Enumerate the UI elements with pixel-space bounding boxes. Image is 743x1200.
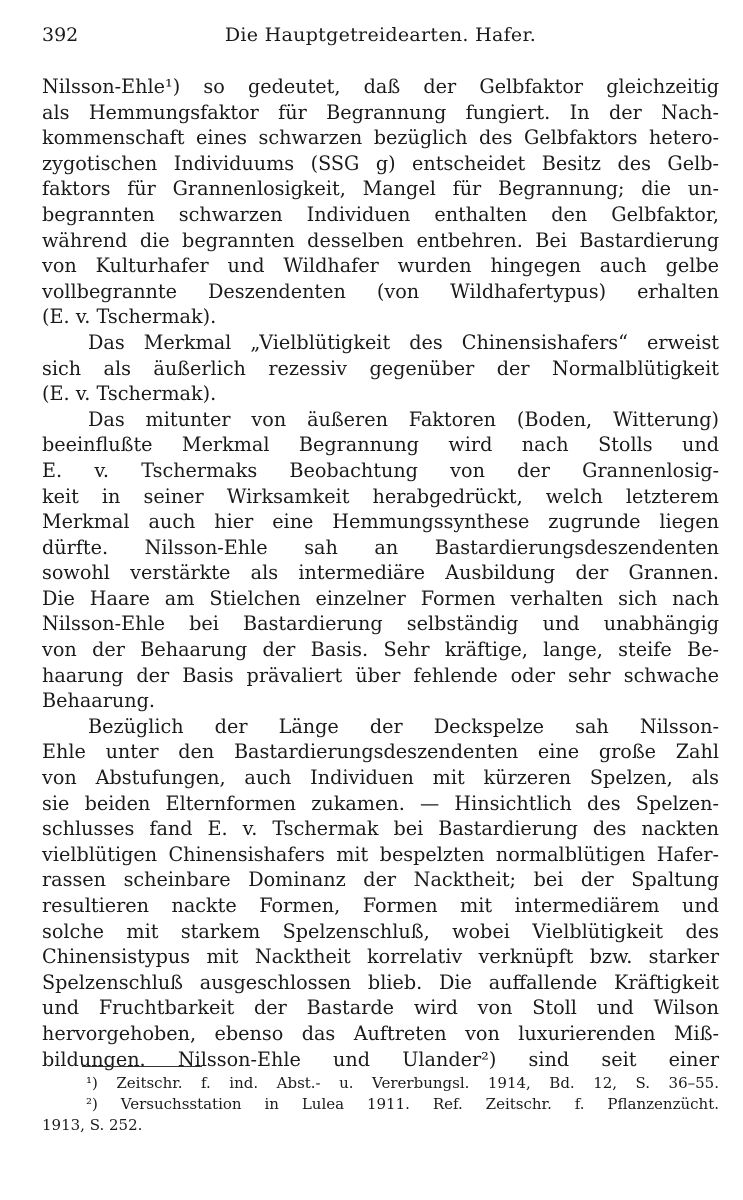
- text-line: als Hemmungsfaktor für Begrannung fungiert. In der Nach-: [42, 100, 719, 124]
- text-line: Das Merkmal „Vielblütigkeit des Chinensishafers“ erweist: [88, 330, 719, 354]
- text-line: sie beiden Elternformen zukamen. — Hinsichtlich des Spelzen-: [42, 791, 719, 815]
- text-line: keit in seiner Wirksamkeit herabgedrückt, welch letzterem: [42, 484, 719, 508]
- text-line: E. v. Tschermaks Beobachtung von der Grannenlosig-: [42, 458, 719, 482]
- text-line: Das mitunter von äußeren Faktoren (Boden, Witterung): [88, 407, 719, 431]
- text-line: Nilsson-Ehle bei Bastardierung selbständig und unabhängig: [42, 612, 719, 636]
- text-line: und Fruchtbarkeit der Bastarde wird von Stoll und Wilson: [42, 996, 719, 1020]
- text-line: beeinflußte Merkmal Begrannung wird nach Stolls und: [42, 433, 719, 457]
- body-text: [42, 74, 719, 1072]
- text-line: sowohl verstärkte als intermediäre Ausbildung der Grannen.: [42, 561, 719, 585]
- footnote: 1913, S. 252.: [42, 1116, 143, 1134]
- text-line: Merkmal auch hier eine Hemmungssynthese zugrunde liegen: [42, 510, 719, 534]
- text-line: begrannten schwarzen Individuen enthalten den Gelbfaktor,: [42, 202, 719, 226]
- page-header: [42, 24, 719, 52]
- text-line: Behaarung.: [42, 689, 155, 713]
- running-head: Die Hauptgetreidearten. Hafer.: [224, 24, 537, 46]
- text-line: von Abstufungen, auch Individuen mit kürzeren Spelzen, als: [42, 766, 719, 790]
- text-line: von der Behaarung der Basis. Sehr kräftige, lange, steife Be-: [42, 638, 719, 662]
- text-line: Nilsson-Ehle¹) so gedeutet, daß der Gelbfaktor gleichzeitig: [42, 75, 719, 98]
- text-line: Bezüglich der Länge der Deckspelze sah Nilsson-: [88, 714, 719, 738]
- text-line: Die Haare am Stielchen einzelner Formen verhalten sich nach: [42, 586, 719, 610]
- footnotes: [42, 1066, 719, 1136]
- text-line: sich als äußerlich rezessiv gegenüber der Normalblütigkeit: [42, 356, 719, 380]
- text-line: resultieren nackte Formen, Formen mit intermediärem und: [42, 894, 719, 917]
- text-line: solche mit starkem Spelzenschluß, wobei Vielblütigkeit des: [42, 919, 719, 943]
- text-line: Chinensistypus mit Nacktheit korrelativ verknüpft bzw. starker: [42, 945, 719, 969]
- text-line: von Kulturhafer und Wildhafer wurden hingegen auch gelbe: [42, 254, 719, 278]
- text-line: dürfte. Nilsson-Ehle sah an Bastardierungsdeszendenten: [42, 535, 719, 559]
- text-line: haarung der Basis prävaliert über fehlende oder sehr schwache: [42, 663, 719, 687]
- footnote: ²) Versuchsstation in Lulea 1911. Ref. Zeitschr. f. Pflanzenzücht.: [86, 1095, 719, 1113]
- text-line: vollbegrannte Deszendenten (von Wildhafertypus) erhalten: [42, 279, 719, 303]
- footnote: ¹) Zeitschr. f. ind. Abst.- u. Vererbungsl. 1914, Bd. 12, S. 36–55.: [86, 1074, 719, 1092]
- text-line: Spelzenschluß ausgeschlossen blieb. Die auffallende Kräftigkeit: [42, 970, 719, 994]
- text-line: rassen scheinbare Dominanz der Nacktheit; bei der Spaltung: [42, 868, 719, 892]
- text-line: zygotischen Individuums (SSG g) entscheidet Besitz des Gelb-: [42, 151, 719, 175]
- text-line: (E. v. Tschermak).: [42, 305, 217, 329]
- page-number: 392: [42, 24, 79, 46]
- text-line: bildungen. Nilsson-Ehle und Ulander²) sind seit einer: [42, 1047, 719, 1071]
- text-line: kommenschaft eines schwarzen bezüglich des Gelbfaktors hetero-: [42, 126, 719, 150]
- text-line: vielblütigen Chinensishafers mit bespelzten normalblütigen Hafer-: [42, 842, 719, 866]
- text-line: während die begrannten desselben entbehren. Bei Bastardierung: [42, 228, 719, 252]
- text-line: (E. v. Tschermak).: [42, 382, 217, 406]
- text-line: faktors für Grannenlosigkeit, Mangel für Begrannung; die un-: [42, 177, 719, 201]
- text-line: schlusses fand E. v. Tschermak bei Bastardierung des nackten: [42, 817, 719, 841]
- text-line: hervorgehoben, ebenso das Auftreten von luxurierenden Miß-: [42, 1021, 719, 1045]
- text-line: Ehle unter den Bastardierungsdeszendenten eine große Zahl: [42, 740, 719, 764]
